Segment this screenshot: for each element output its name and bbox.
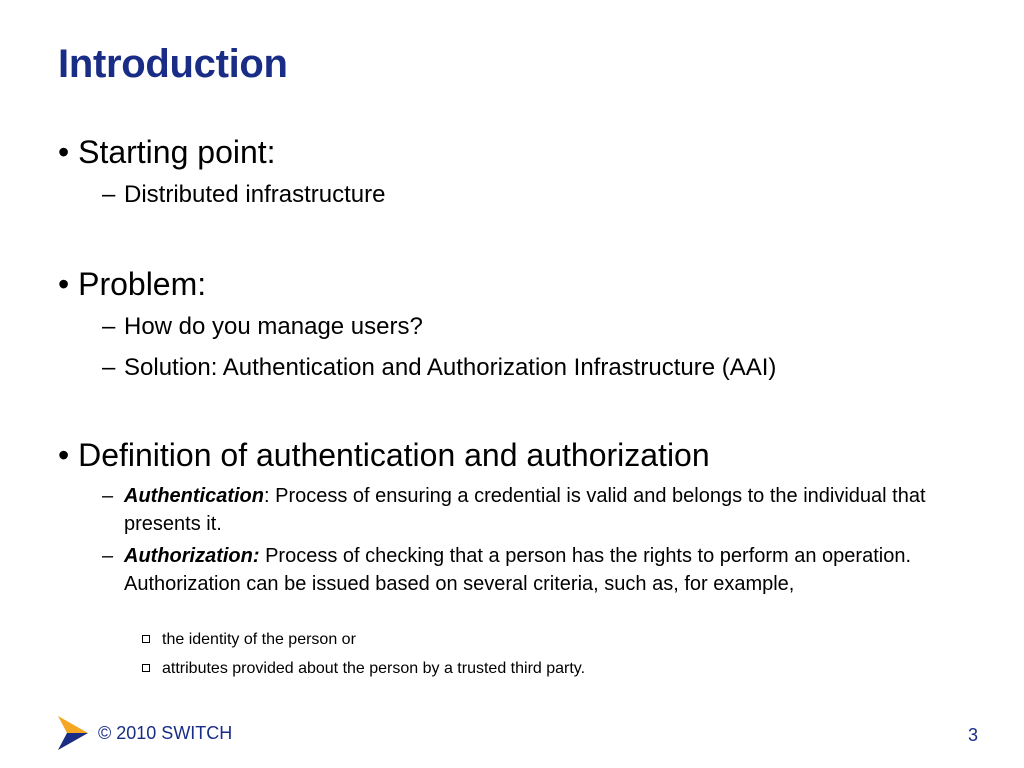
dash-marker: – <box>102 181 116 208</box>
sub-bullet-text: Distributed infrastructure <box>124 181 386 208</box>
criteria-text: the identity of the person or <box>162 631 356 648</box>
square-bullet-icon <box>142 635 150 643</box>
dash-marker: – <box>102 313 116 340</box>
term-authorization: Authorization: <box>124 545 260 567</box>
square-bullet-icon <box>142 664 150 672</box>
page-number: 3 <box>967 725 978 745</box>
definition-text: Process of checking that a person has the rights to perform an operation. Authorization can be issued based on several criteria, such as, for example, <box>124 545 912 595</box>
sub-bullet-solution-aai <box>102 353 776 383</box>
definition-authorization <box>102 542 932 598</box>
bullet-starting-point: • Starting point: <box>58 134 276 170</box>
switch-chevron-logo-icon <box>58 716 88 750</box>
sub-bullet-text: How do you manage users? <box>124 313 423 340</box>
term-authentication: Authentication <box>124 485 264 507</box>
dash-marker: – <box>102 485 114 507</box>
sub-bullet-text: Solution: Authentication and Authorization Infrastructure (AAI) <box>124 354 777 381</box>
bullet-problem: • Problem: <box>58 266 207 302</box>
term-suffix: : <box>264 485 270 507</box>
slide-title: Introduction <box>58 42 288 86</box>
sub-bullet-distributed-infrastructure <box>102 180 385 210</box>
criteria-text: attributes provided about the person by a trusted third party. <box>162 660 586 677</box>
footer-copyright: © 2010 SWITCH <box>98 723 233 743</box>
definition-authentication <box>102 482 932 538</box>
dash-marker: – <box>102 354 116 381</box>
dash-marker: – <box>102 545 114 567</box>
definition-text: Process of ensuring a credential is valid and belongs to the individual that presents it. <box>124 485 926 535</box>
criteria-item-attributes <box>142 658 585 680</box>
sub-bullet-manage-users <box>102 312 423 342</box>
bullet-definition: • Definition of authentication and authorization <box>58 437 710 473</box>
criteria-item-identity <box>142 629 356 651</box>
